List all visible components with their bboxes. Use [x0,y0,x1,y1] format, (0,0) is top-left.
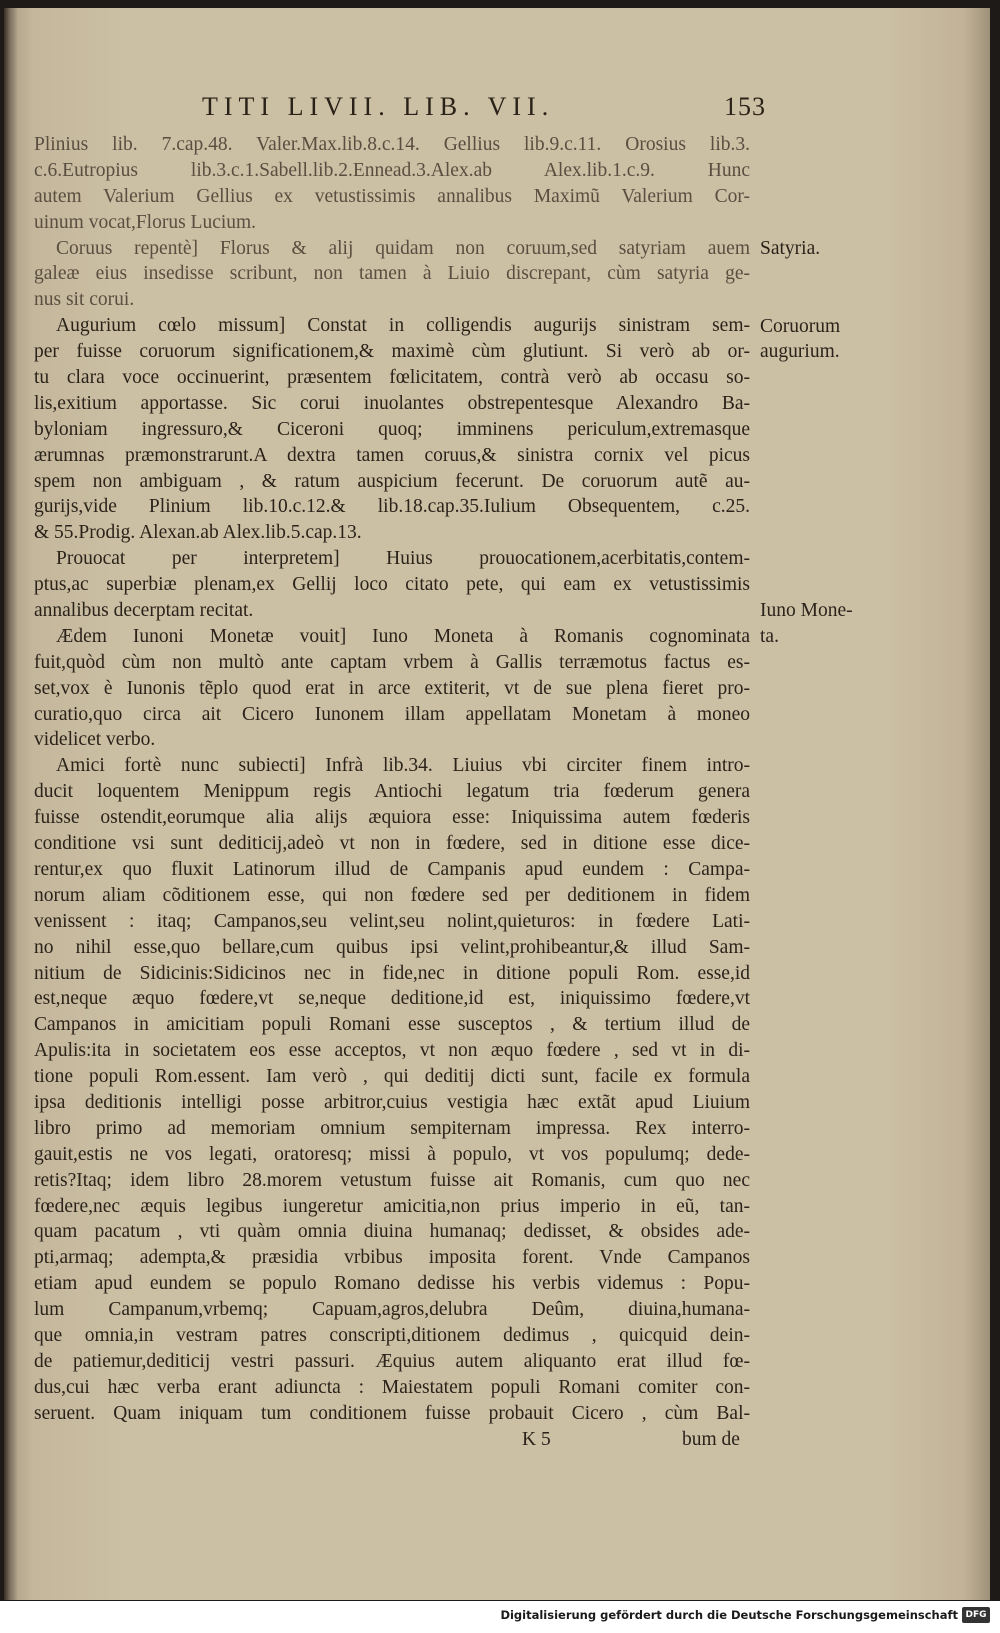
text-line: lum Campanum,vrbemq; Capuam,agros,delubra Deûm, diuina,humana- [34,1299,750,1321]
margin-note-iuno-moneta: Iuno Mone- [760,600,853,621]
text-line: rentur,ex quo fluxit Latinorum illud de Campanis apud eundem : Campa- [34,858,750,880]
text-line: conditione vsi sunt dediticij,adeò vt non in fœdere, sed in ditione esse dice- [34,833,750,855]
margin-note-ta: ta. [760,626,779,647]
funding-credit: Digitalisierung gefördert durch die Deutsche Forschungsgemeinschaft [500,1608,958,1622]
margin-note-augurium: augurium. [760,341,840,362]
text-line: Ædem Iunoni Monetæ vouit] Iuno Moneta à Romanis cognominata [56,625,750,647]
text-line: est,neque æquo fœdere,vt se,neque deditione,id est, iniquissimo fœdere,vt [34,988,750,1010]
margin-note-coruorum: Coruorum [760,316,841,337]
commentary-text [34,132,750,1452]
text-line: que omnia,in vestram patres conscripti,ditionem dedimus , quicquid dein- [34,1324,750,1346]
text-line: libro primo ad memoriam omnium sempiternam impressa. Rex interro- [34,1117,750,1139]
text-line: autem Valerium Gellius ex vetustissimis annalibus Maximũ Valerium Cor- [34,185,750,207]
text-line: ptus,ac superbiæ plenam,ex Gellij loco citato pete, qui eam ex vetustissimis [34,574,750,596]
text-line: uinum vocat,Florus Lucium. [34,211,257,233]
text-line: per fuisse coruorum significationem,& maximè cùm glutiunt. Si verò ab or- [34,341,750,363]
text-line: Campanos in amicitiam populi Romani esse susceptos , & tertium illud de [34,1014,750,1036]
running-title: TITI LIVII. LIB. VII. [202,92,555,121]
text-line: Plinius lib. 7.cap.48. Valer.Max.lib.8.c.14. Gellius lib.9.c.11. Orosius lib.3. [34,134,750,155]
text-line: venissent : itaq; Campanos,seu velint,seu nolint,quieturos: in fœdere Lati- [34,910,750,932]
text-line: fuit,quòd cùm non multò ante captam vrbem à Gallis terræmotus factus es- [34,651,750,673]
text-line: fuisse ostendit,eorumque alia alijs æquiora esse: Iniquissima autem fœderis [34,807,750,829]
text-line: retis?Itaq; idem libro 28.morem vetustum fuisse ait Romanis, cum quo nec [34,1169,750,1191]
text-line: & 55.Prodig. Alexan.ab Alex.lib.5.cap.13. [34,522,362,544]
text-line: nitium de Sidicinis:Sidicinos nec in fide,nec in ditione populi Rom. esse,id [34,962,750,984]
text-line: Coruus repentè] Florus & alij quidam non coruum,sed satyriam auem [56,237,750,259]
text-line: tione populi Rom.essent. Iam verò , qui deditij dicti sunt, facile ex formula [34,1066,750,1088]
text-line: ipsa deditionis intelligi posse arbitror,cuius vestigia hæc extãt apud Liuium [34,1091,750,1113]
text-line: videlicet verbo. [34,729,156,751]
text-line: no nihil esse,quo bellare,cum quibus ipsi velint,prohibeantur,& illud Sam- [34,936,750,958]
text-line: c.6.Eutropius lib.3.c.1.Sabell.lib.2.Ennead.3.Alex.ab Alex.lib.1.c.9. Hunc [34,159,750,181]
text-line: tu clara voce occinuerint, præsentem fœlicitatem, contrà verò ab occasu so- [34,367,750,389]
text-line: etiam apud eundem se populo Romano dedisse his verbis videmus : Popu- [34,1273,750,1295]
text-line: set,vox è Iunonis tẽplo quod erat in arce extiterit, vt de sue plena fieret pro- [34,677,750,699]
text-line: annalibus decerptam recitat. [34,600,254,622]
page-number: 153 [724,92,766,121]
catchword: bum de [682,1428,740,1450]
text-line: pti,armaq; adempta,& præsidia vrbibus imposita forent. Vnde Campanos [34,1247,750,1269]
text-line: Prouocat per interpretem] Huius prouocationem,acerbitatis,contem- [56,548,750,570]
margin-note-satyria: Satyria. [760,238,821,259]
text-line: seruent. Quam iniquam tum conditionem fuisse probauit Cicero , cùm Bal- [34,1402,750,1424]
dfg-logo-icon: DFG [962,1607,990,1623]
text-line: nus sit corui. [34,289,135,311]
text-line: Amici fortè nunc subiecti] Infrà lib.34. Liuius vbi circiter finem intro- [56,755,750,777]
text-line: fœdere,nec æquis legibus iungeretur amicitia,non prius imperio in eũ, tan- [34,1195,750,1217]
text-line: galeæ eius insedisse scribunt, non tamen à Liuio discrepant, cùm satyria ge- [34,263,750,285]
page-gutter-shadow [4,8,18,1600]
text-line: gauit,estis ne vos legati, oratoresq; missi à populo, vt vos populumq; dede- [34,1143,750,1165]
text-line: ducit loquentem Menippum regis Antiochi legatum tria fœderum genera [34,781,750,803]
text-line: spem non ambiguam , & ratum auspicium fecerunt. De coruorum autẽ au- [34,470,750,492]
text-line: gurijs,vide Plinium lib.10.c.12.& lib.18.cap.35.Iulium Obsequentem, c.25. [34,496,750,518]
text-line: Augurium cœlo missum] Constat in colligendis augurijs sinistram sem- [56,315,750,337]
text-line: dus,cui hæc verba erant adiuncta : Maiestatem populi Romani comiter con- [34,1376,750,1398]
footer-line [34,1427,750,1453]
signature-mark: K 5 [522,1428,551,1450]
page-header [36,92,776,128]
credit-bar [0,1601,1000,1633]
text-line: de patiemur,dediticij vestri passuri. Æquius autem aliquanto erat illud fœ- [34,1350,750,1372]
text-line: curatio,quo circa ait Cicero Iunonem illam appellatam Monetam à moneo [34,703,750,725]
text-line: ærumnas præmonstrarunt.A dextra tamen coruus,& sinistra cornix vel picus [34,444,750,466]
text-line: norum aliam cõditionem esse, qui non fœdere sed per deditionem in fidem [34,884,750,906]
text-line: lis,exitium apportasse. Sic corui inuolantes obstrepentesque Alexandro Ba- [34,392,750,414]
text-line: byloniam ingressuro,& Ciceroni quoq; imminens periculum,extremasque [34,418,750,440]
text-line: quam pacatum , vti quàm omnia diuina humanaq; dedisset, & obsides ade- [34,1221,750,1243]
text-line: Apulis:ita in societatem eos esse acceptos, vt non æquo fœdere , sed vt in di- [34,1040,750,1062]
